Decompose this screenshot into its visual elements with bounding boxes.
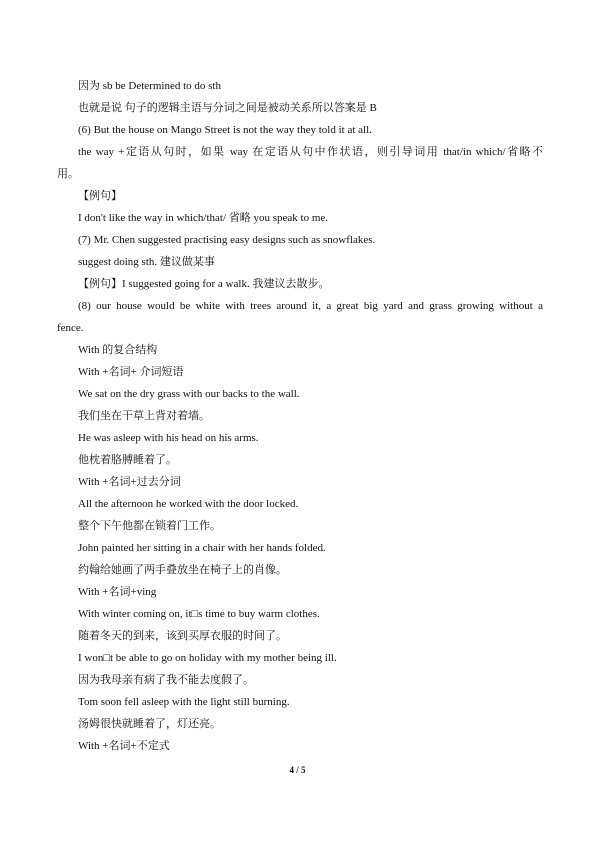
text-line: He was asleep with his head on his arms. [78,432,259,444]
text-line: 他枕着胳膊睡着了。 [78,454,177,466]
text-line: 因为我母亲有病了我不能去度假了。 [78,674,254,686]
text-line: John painted her sitting in a chair with her hands folded. [78,542,326,554]
text-line: (6) But the house on Mango Street is not the way they told it at all. [78,124,372,136]
page-number: 4 / 5 [289,765,306,775]
text-line: 也就是说 句子的逻辑主语与分词之间是被动关系所以答案是 B [78,102,377,114]
text-line: 汤姆很快就睡着了，灯还亮。 [78,718,221,730]
text-line: With +名词+ 介词短语 [78,366,184,378]
text-line: With +名词+过去分词 [78,476,181,488]
text-line: 随着冬天的到来，该到买厚衣服的时间了。 [78,630,287,642]
text-line: 用。 [57,168,79,180]
text-line: 【例句】I suggested going for a walk. 我建议去散步。 [78,278,330,290]
text-line: (7) Mr. Chen suggested practising easy designs such as snowflakes. [78,234,376,246]
text-line: suggest doing sth. 建议做某事 [78,256,215,268]
text-line: Tom soon fell asleep with the light still burning. [78,696,290,708]
text-line: With +名词+ving [78,586,157,598]
text-line: 我们坐在干草上背对着墙。 [78,410,210,422]
example-heading: 【例句】 [78,190,122,202]
text-line: I don't like the way in which/that/ 省略 you speak to me. [78,212,329,224]
text-line: (8) our house would be white with trees around it, a great big yard and grass growing without a [78,300,543,312]
text-line: 因为 sb be Determined to do sth [78,80,221,92]
text-line: 约翰给她画了两手叠放坐在椅子上的肖像。 [78,564,287,576]
text-line: 整个下午他都在锁着门工作。 [78,520,221,532]
text-line: All the afternoon he worked with the door locked. [78,498,299,510]
text-line: I won□t be able to go on holiday with my mother being ill. [78,652,337,664]
text-line: With 的复合结构 [78,344,158,356]
text-line: We sat on the dry grass with our backs to the wall. [78,388,300,400]
text-line: With +名词+不定式 [78,740,170,752]
text-line: With winter coming on, it□s time to buy warm clothes. [78,608,320,620]
text-line: the way +定语从句时，如果 way 在定语从句中作状语，则引导词用 that/in which/省略不 [78,146,543,158]
text-line: fence. [57,322,84,334]
